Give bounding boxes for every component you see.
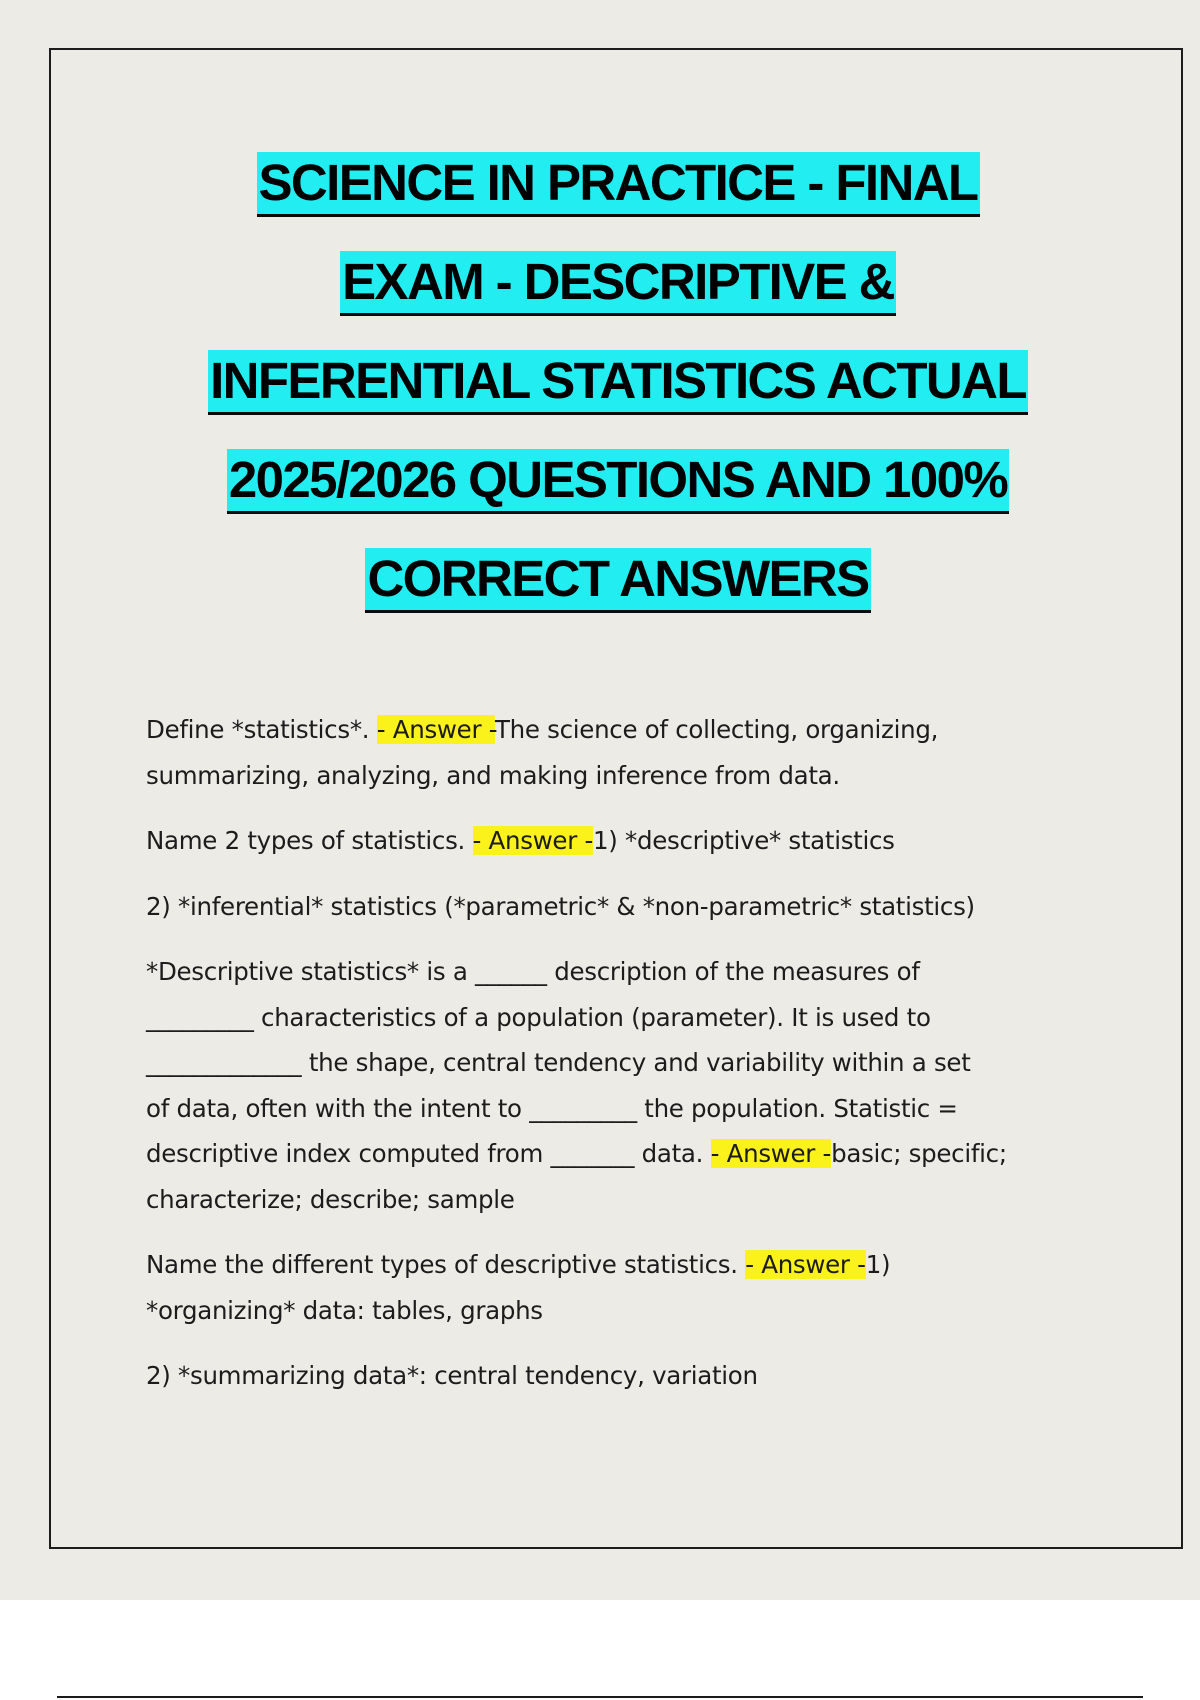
answer-marker: - Answer - xyxy=(710,1139,832,1168)
title-line-text: CORRECT ANSWERS xyxy=(365,548,870,613)
answer-line: 2) *inferential* statistics (*parametric* & *non-parametric* statistics) xyxy=(146,891,975,921)
answer-line: *organizing* data: tables, graphs xyxy=(146,1295,543,1325)
question-text: Name 2 types of statistics. xyxy=(146,826,473,855)
question-line: _________ characteristics of a population (parameter). It is used to xyxy=(146,1002,931,1032)
document-title xyxy=(0,135,1200,630)
question-line: of data, often with the intent to _________ the population. Statistic = xyxy=(146,1093,958,1123)
qa-line xyxy=(146,1131,1106,1177)
title-line xyxy=(0,333,1200,432)
question-text: Define *statistics*. xyxy=(146,715,377,744)
footer-divider xyxy=(57,1696,1143,1698)
title-line xyxy=(0,135,1200,234)
title-line xyxy=(0,531,1200,630)
answer-text: 1) *descriptive* statistics xyxy=(593,826,895,855)
question-text: descriptive index computed from _______ data. xyxy=(146,1139,711,1168)
answer-continuation xyxy=(146,1353,1106,1399)
title-line-text: EXAM - DESCRIPTIVE & xyxy=(340,251,896,316)
question-text: Name the different types of descriptive statistics. xyxy=(146,1250,746,1279)
qa-line xyxy=(146,818,1106,864)
answer-marker: - Answer - xyxy=(376,715,495,744)
answer-line: summarizing, analyzing, and making inference from data. xyxy=(146,760,840,790)
answer-line: characterize; describe; sample xyxy=(146,1184,515,1214)
question-line: *Descriptive statistics* is a ______ description of the measures of xyxy=(146,957,920,986)
answer-line: 2) *summarizing data*: central tendency, variation xyxy=(146,1361,758,1390)
title-line xyxy=(0,234,1200,333)
qa-content xyxy=(146,707,1106,1419)
answer-marker: - Answer - xyxy=(745,1250,866,1279)
qa-item xyxy=(146,1242,1106,1333)
answer-text: basic; specific; xyxy=(831,1139,1007,1168)
qa-line xyxy=(146,1242,1106,1288)
question-line: _____________ the shape, central tendency and variability within a set xyxy=(146,1048,971,1077)
title-line-text: SCIENCE IN PRACTICE - FINAL xyxy=(257,152,980,217)
answer-text: The science of collecting, organizing, xyxy=(495,715,939,744)
title-line xyxy=(0,432,1200,531)
answer-text: 1) xyxy=(865,1250,891,1279)
qa-item xyxy=(146,949,1106,1222)
title-line-text: INFERENTIAL STATISTICS ACTUAL xyxy=(208,350,1028,415)
title-line-text: 2025/2026 QUESTIONS AND 100% xyxy=(227,449,1009,514)
qa-item xyxy=(146,818,1106,864)
qa-line xyxy=(146,707,1106,753)
qa-item xyxy=(146,707,1106,798)
answer-continuation xyxy=(146,884,1106,930)
answer-marker: - Answer - xyxy=(472,826,594,855)
